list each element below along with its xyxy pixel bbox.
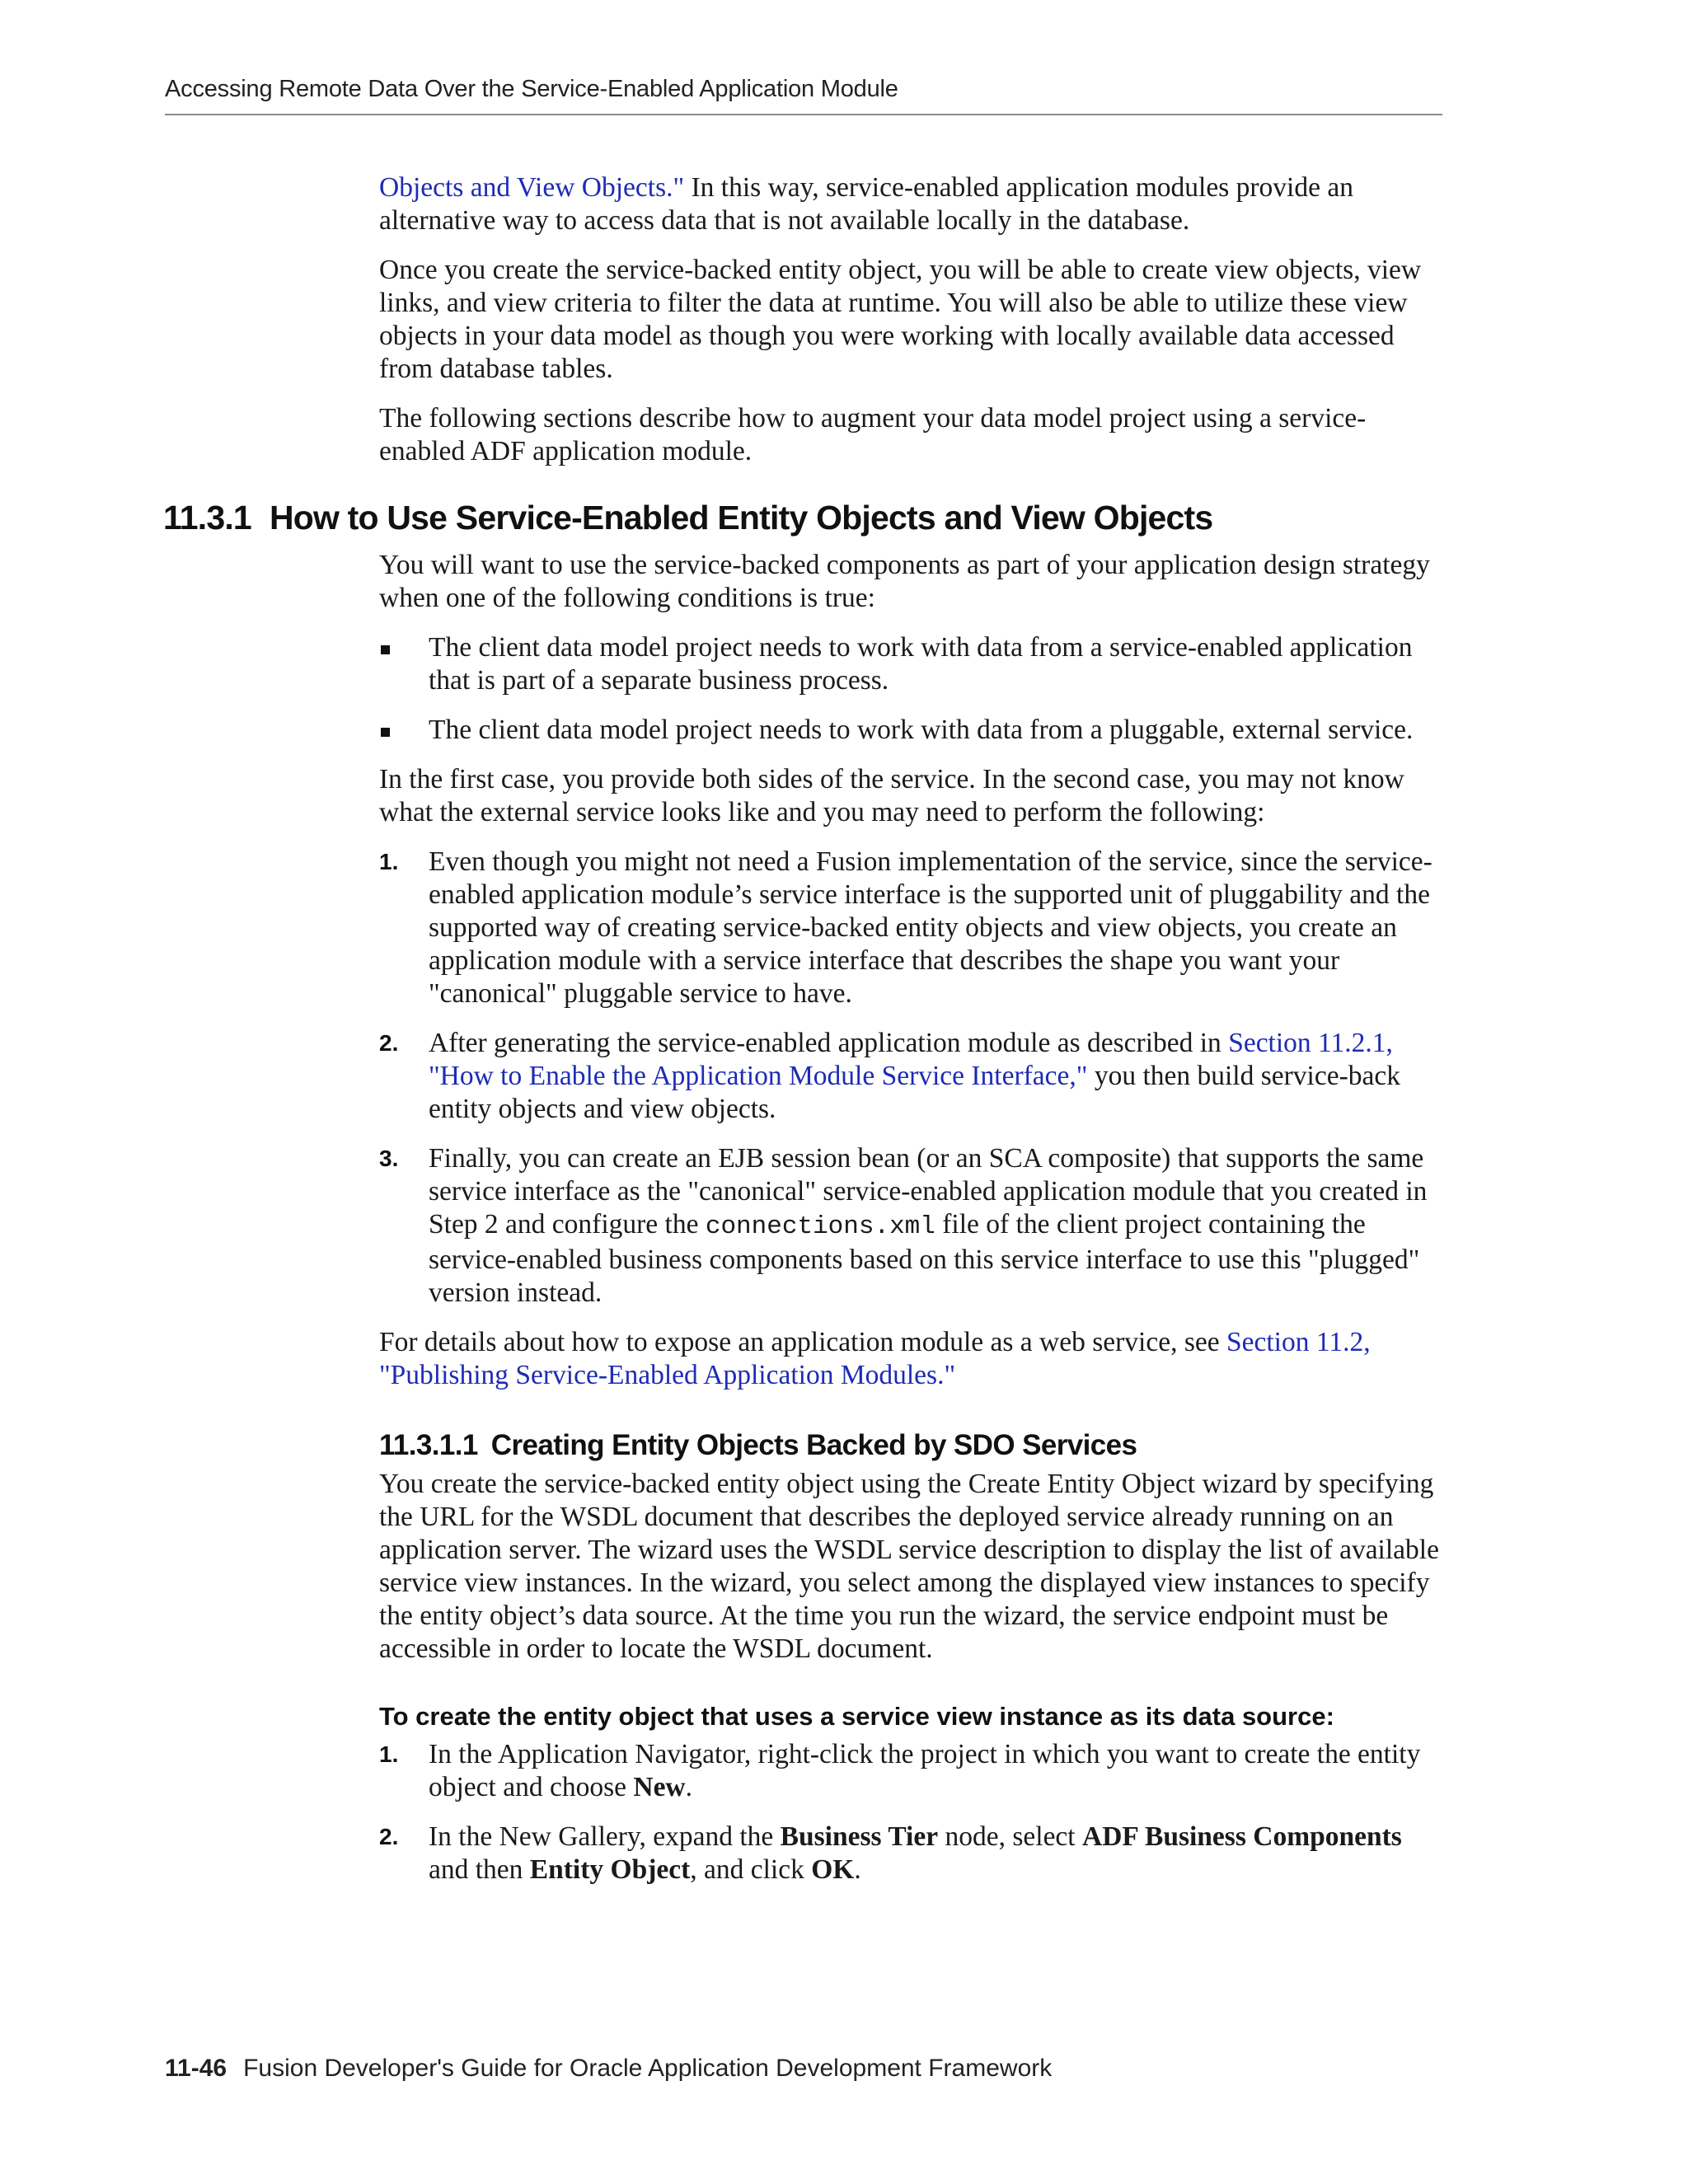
list-item: The client data model project needs to work with data from a pluggable, external service. xyxy=(379,714,1447,747)
step-item: 1. In the Application Navigator, right-click the project in which you want to create the entity object and choose New. xyxy=(379,1739,1421,1802)
square-bullet-icon xyxy=(381,645,390,654)
steps-list xyxy=(379,846,1447,1310)
section-paragraph-1: You will want to use the service-backed components as part of your application design strategy when one of the following conditions is true: xyxy=(379,550,1430,613)
link-section-11-2-1[interactable]: Section 11.2.1, "How to Enable the Application Module Service Interface," xyxy=(429,1028,1393,1091)
section-paragraph-2: In the first case, you provide both sides of the service. In the second case, you may not know what the external service looks like and you may need to perform the following: xyxy=(379,764,1404,827)
intro-paragraph-1: Objects and View Objects." In this way, service-enabled application modules provide an alternative way to access data that is not available locally in the database. xyxy=(379,172,1353,236)
list-item: The client data model project needs to work with data from a service-enabled application that is part of a separate business process. xyxy=(379,631,1447,697)
procedure-title: To create the entity object that uses a service view instance as its data source: xyxy=(379,1702,1334,1731)
step-item: 2. In the New Gallery, expand the Business Tier node, select ADF Business Components and then Entity Object, and click OK. xyxy=(379,1821,1402,1885)
link-objects-and-view-objects[interactable]: Objects and View Objects." xyxy=(379,172,685,203)
conditions-list xyxy=(379,631,1447,747)
page-footer xyxy=(165,2055,1052,2083)
procedure-steps-list xyxy=(379,1738,1447,1886)
square-bullet-icon xyxy=(381,728,390,737)
intro-paragraph-3: The following sections describe how to augment your data model project using a service-enabled ADF application module. xyxy=(379,403,1367,466)
section-heading-11-3-1-1: 11.3.1.1 Creating Entity Objects Backed by SDO Services xyxy=(379,1429,1137,1461)
step-item: 2. After generating the service-enabled application module as described in Section 11.2.1, "How to Enable the Application Module Service Interface," you then build service-back entity objects and view objects. xyxy=(379,1028,1400,1124)
section-heading-11-3-1: 11.3.1 How to Use Service-Enabled Entity Objects and View Objects xyxy=(163,499,1213,537)
step-item: 3. Finally, you can create an EJB session bean (or an SCA composite) that supports the same service interface as the "canonical" service-enabled application module that you created in Step 2 and configure the connections.xml file of the client project containing the service-enabled business components based on this service interface to use this "plugged" version instead. xyxy=(379,1143,1428,1308)
step-item: 1. Even though you might not need a Fusion implementation of the service, since the service-enabled application module’s service interface is the supported unit of pluggability and the supported way of creating service-backed entity objects and view objects, you create an application module with a service interface that describes the shape you want your "canonical" pluggable service to have. xyxy=(379,846,1432,1009)
running-header: Accessing Remote Data Over the Service-Enabled Application Module xyxy=(165,76,898,102)
section-paragraph-3: For details about how to expose an application module as a web service, see Section 11.2, "Publishing Service-Enabled Application Modules." xyxy=(379,1327,1371,1390)
subsection-paragraph-1: You create the service-backed entity object using the Create Entity Object wizard by specifying the URL for the WSDL document that describes the deployed service already running on an application server. The wizard uses the WSDL service description to display the list of available service view instances. In the wizard, you select among the displayed view instances to specify the entity object’s data source. At the time you run the wizard, the service endpoint must be accessible in order to locate the WSDL document. xyxy=(379,1469,1439,1664)
code-filename: connections.xml xyxy=(705,1212,935,1241)
page-body xyxy=(163,171,1447,1903)
header-rule xyxy=(165,114,1442,115)
link-section-11-2[interactable]: Section 11.2, "Publishing Service-Enabled Application Modules." xyxy=(379,1327,1371,1390)
book-title: Fusion Developer's Guide for Oracle Application Development Framework xyxy=(243,2055,1053,2082)
intro-paragraph-2: Once you create the service-backed entity object, you will be able to create view objects, view links, and view criteria to filter the data at runtime. You will also be able to utilize these view objects in your data model as though you were working with locally available data accessed from database tables. xyxy=(379,255,1422,384)
page-number: 11-46 xyxy=(165,2055,227,2082)
